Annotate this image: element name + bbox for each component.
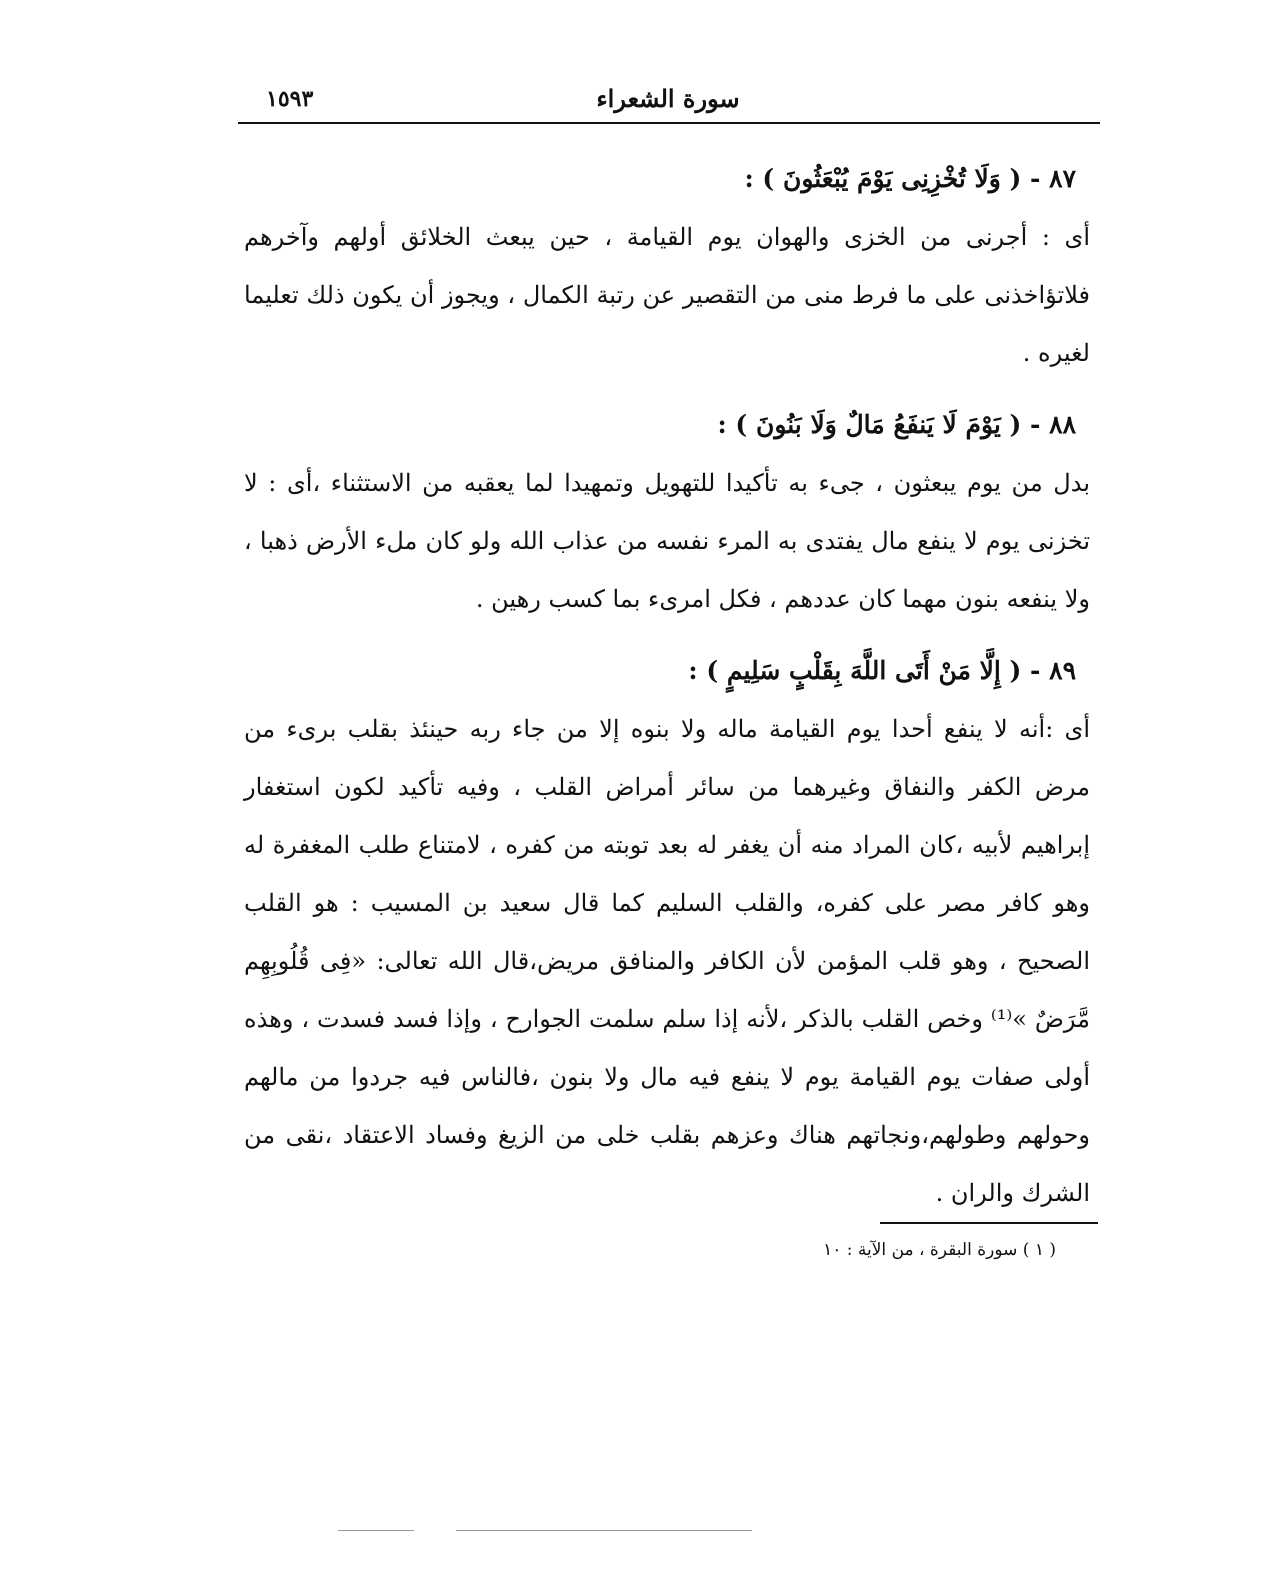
page-number: ١٥٩٣ [266, 86, 314, 112]
surah-title: سورة الشعراء [596, 84, 740, 113]
footnote: ( ١ ) سورة البقرة ، من الآية : ١٠ [823, 1240, 1056, 1260]
scan-mark [456, 1530, 752, 1531]
header-divider [238, 122, 1100, 124]
footnote-divider [880, 1222, 1098, 1224]
section-spacer [244, 628, 1090, 642]
section-spacer [244, 382, 1090, 396]
page-body [244, 150, 1090, 1222]
verse-heading-87: ٨٧ - ( وَلَا تُخْزِنِى يَوْمَ يُبْعَثُونَ ) : [744, 164, 1076, 193]
commentary-88: بدل من يوم يبعثون ، جىء به تأكيدا للتهويل وتمهيدا لما يعقبه من الاستثناء ،أى : لا تخزنى يوم لا ينفع مال يفتدى به المرء نفسه من عذاب الله ولو كان ملء الأرض ذهبا ، ولا ينفعه بنون مهما كان عددهم ، فكل امرىء بما كسب رهين . [244, 469, 1090, 613]
verse-heading-89: ٨٩ - ( إِلَّا مَنْ أَتَى اللَّهَ بِقَلْبٍ سَلِيمٍ ) : [688, 656, 1076, 685]
verse-heading-88: ٨٨ - ( يَوْمَ لَا يَنفَعُ مَالٌ وَلَا بَنُونَ ) : [717, 410, 1076, 439]
scan-mark [338, 1530, 414, 1531]
commentary-89: أى :أنه لا ينفع أحدا يوم القيامة ماله ولا بنوه إلا من جاء ربه حينئذ بقلب برىء من مرض الكفر والنفاق وغيرهما من سائر أمراض القلب ، وفيه تأكيد لكون استغفار إبراهيم لأبيه ،كان المراد منه أن يغفر له بعد توبته من كفره ، لامتناع طلب المغفرة له وهو كافر مصر على كفره، والقلب السليم كما قال سعيد بن المسيب : هو القلب الصحيح ، وهو قلب المؤمن لأن الكافر والمنافق مريض،قال الله تعالى: «فِى قُلُوبِهِم مَّرَضٌ »⁽¹⁾ وخص القلب بالذكر ،لأنه إذا سلم سلمت الجوارح ، وإذا فسد فسدت ، وهذه أولى صفات يوم القيامة يوم لا ينفع فيه مال ولا بنون ،فالناس فيه جردوا من مالهم وحولهم وطولهم،ونجاتهم هناك وعزهم بقلب خلى من الزيغ وفساد الاعتقاد ،نقى من الشرك والران . [244, 715, 1090, 1207]
page-header [238, 80, 1098, 120]
commentary-87: أى : أجرنى من الخزى والهوان يوم القيامة ، حين يبعث الخلائق أولهم وآخرهم فلاتؤاخذنى على ما فرط منى من التقصير عن رتبة الكمال ، ويجوز أن يكون ذلك تعليما لغيره . [244, 223, 1090, 367]
